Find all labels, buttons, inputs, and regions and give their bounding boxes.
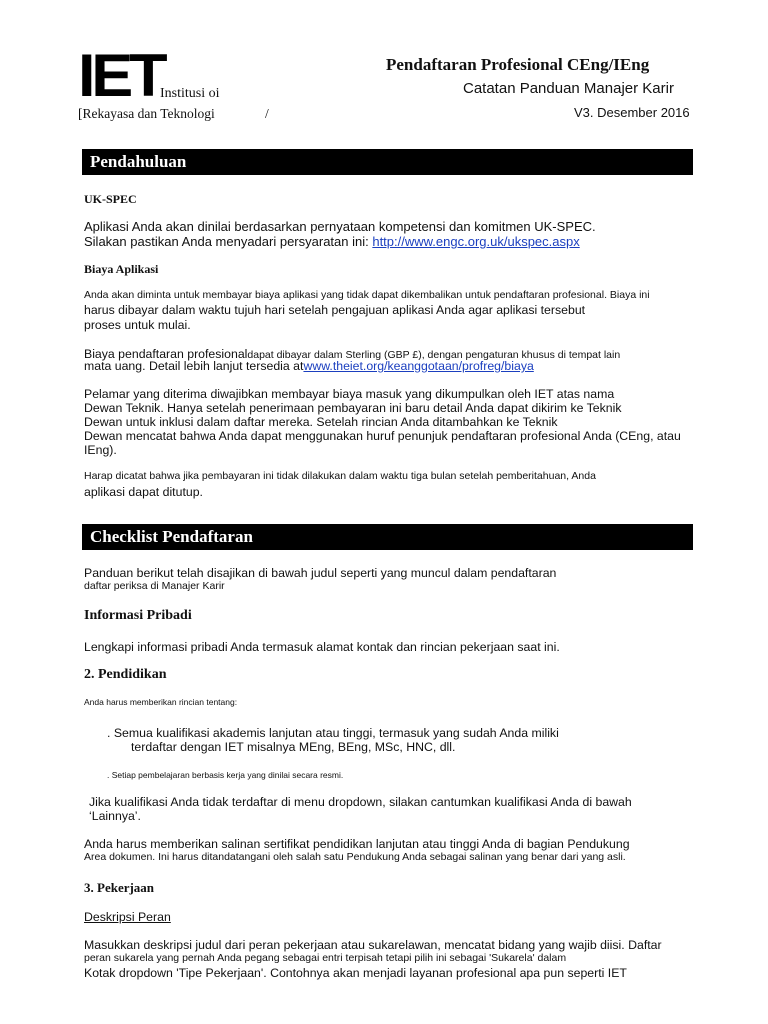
- ukspec-paragraph-2-text: Silakan pastikan Anda menyadari persyaratan ini:: [84, 234, 373, 249]
- employment-paragraph-line3: Kotak dropdown 'Tipe Pekerjaan'. Contohnya akan menjadi layanan profesional apa pun seperti IET: [84, 966, 627, 980]
- fee-paragraph-1-line2: harus dibayar dalam waktu tujuh hari setelah pengajuan aplikasi Anda agar aplikasi tersebut: [84, 303, 586, 317]
- fee-paragraph-2-text-b: dapat dibayar dalam Sterling (GBP £), dengan pengaturan khusus di tempat lain: [247, 349, 621, 361]
- logo-text-line2: [Rekayasa dan Teknologi: [78, 106, 215, 121]
- fee-paragraph-3-line4: Dewan mencatat bahwa Anda dapat menggunakan huruf penunjuk pendaftaran profesional Anda (CEng, atau: [84, 429, 681, 443]
- employment-paragraph-line1: Masukkan deskripsi judul dari peran pekerjaan atau sukarelawan, mencatat bidang yang wajib diisi. Daftar: [84, 938, 662, 952]
- fee-paragraph-3-line5: IEng).: [84, 443, 117, 457]
- checklist-intro-line1: Panduan berikut telah disajikan di bawah judul seperti yang muncul dalam pendaftaran: [84, 566, 557, 580]
- education-paragraph-3-line1: Anda harus memberikan salinan sertifikat pendidikan lanjutan atau tinggi Anda di bagian Pendukung: [84, 837, 630, 851]
- role-description-heading: Deskripsi Peran: [84, 910, 171, 924]
- ukspec-paragraph-1: Aplikasi Anda akan dinilai berdasarkan pernyataan kompetensi dan komitmen UK-SPEC.: [84, 219, 596, 234]
- ukspec-link[interactable]: http://www.engc.org.uk/ukspec.aspx: [372, 234, 580, 249]
- logo-text-line2-end: /: [265, 106, 269, 121]
- education-heading: 2. Pendidikan: [84, 667, 167, 682]
- section-bar-checklist: Checklist Pendaftaran: [82, 524, 693, 550]
- personal-info-text: Lengkapi informasi pribadi Anda termasuk alamat kontak dan rincian pekerjaan saat ini.: [84, 640, 560, 654]
- education-bullet-1-line1: . Semua kualifikasi akademis lanjutan atau tinggi, termasuk yang sudah Anda miliki: [107, 726, 559, 740]
- employment-heading: 3. Pekerjaan: [84, 880, 155, 895]
- section-bar-introduction: Pendahuluan: [82, 149, 693, 175]
- fee-heading: Biaya Aplikasi: [84, 262, 159, 276]
- employment-paragraph-line2: peran sukarela yang pernah Anda pegang sebagai entri terpisah tetapi pilih ini sebagai 'Sukarela' dalam: [84, 952, 567, 964]
- fee-paragraph-3-line3: Dewan untuk inklusi dalam daftar mereka. Setelah rincian Anda ditambahkan ke Teknik: [84, 415, 558, 429]
- fee-paragraph-1-line3: proses untuk mulai.: [84, 318, 191, 332]
- fee-link[interactable]: www.theiet.org/keanggotaan/profreg/biaya: [303, 359, 534, 373]
- education-bullet-1-line2: terdaftar dengan IET misalnya MEng, BEng, MSc, HNC, dll.: [131, 740, 456, 754]
- document-version: V3. Desember 2016: [574, 105, 690, 120]
- logo-text-line1: Institusi oi: [160, 86, 220, 101]
- iet-logo: IET: [78, 42, 164, 109]
- document-title: Pendaftaran Profesional CEng/IEng: [386, 55, 650, 74]
- checklist-intro-line2: daftar periksa di Manajer Karir: [84, 580, 225, 592]
- fee-paragraph-2-text-a: Biaya pendaftaran profesional: [84, 347, 248, 361]
- education-intro: Anda harus memberikan rincian tentang:: [84, 697, 238, 707]
- fee-paragraph-4-line1: Harap dicatat bahwa jika pembayaran ini tidak dilakukan dalam waktu tiga bulan setelah pemberitahuan, Anda: [84, 470, 596, 482]
- education-bullet-2: . Setiap pembelajaran berbasis kerja yang dinilai secara resmi.: [107, 770, 344, 780]
- ukspec-heading: UK-SPEC: [84, 192, 137, 206]
- fee-paragraph-2-line2-text: mata uang. Detail lebih lanjut tersedia at: [84, 359, 304, 373]
- personal-info-heading: Informasi Pribadi: [84, 608, 192, 623]
- fee-paragraph-3-line2: Dewan Teknik. Hanya setelah penerimaan pembayaran ini baru detail Anda dapat dikirim ke Teknik: [84, 401, 622, 415]
- education-paragraph-2-line1: Jika kualifikasi Anda tidak terdaftar di menu dropdown, silakan cantumkan kualifikasi Anda di bawah: [89, 795, 632, 809]
- ukspec-paragraph-2: [84, 234, 580, 249]
- fee-paragraph-3-line1: Pelamar yang diterima diwajibkan membayar biaya masuk yang dikumpulkan oleh IET atas nama: [84, 387, 615, 401]
- fee-paragraph-4-line2: aplikasi dapat ditutup.: [84, 485, 203, 499]
- document-subtitle: Catatan Panduan Manajer Karir: [463, 80, 674, 97]
- education-paragraph-2-line2: ‘Lainnya’.: [89, 809, 141, 823]
- education-paragraph-3-line2: Area dokumen. Ini harus ditandatangani oleh salah satu Pendukung Anda sebagai salinan yang benar dari yang asli.: [84, 851, 626, 863]
- fee-paragraph-1-line1: Anda akan diminta untuk membayar biaya aplikasi yang tidak dapat dikembalikan untuk pendaftaran profesional. Biaya ini: [84, 289, 650, 301]
- fee-paragraph-2-line2: [84, 359, 534, 374]
